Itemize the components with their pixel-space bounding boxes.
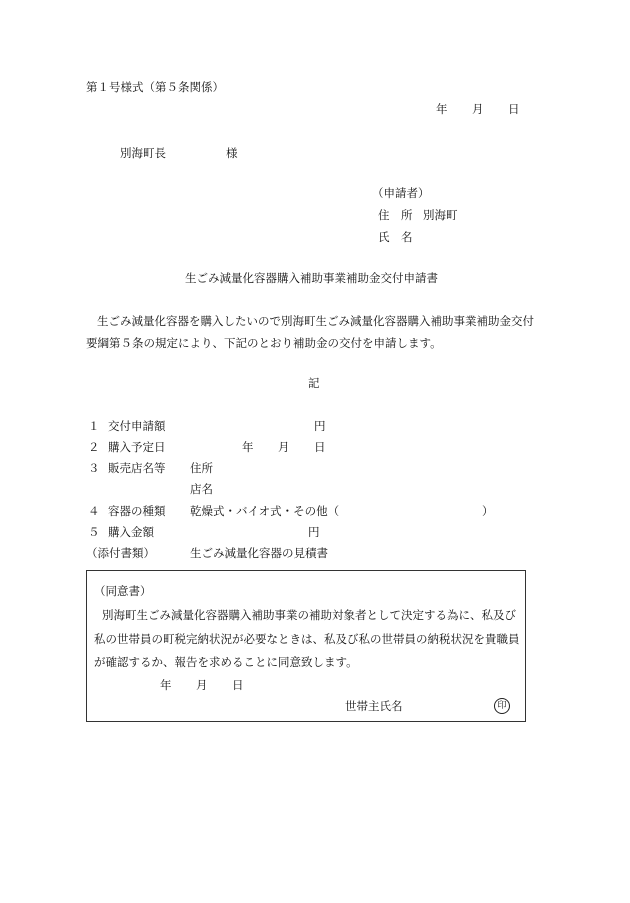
addressee-name: 別海町長 (120, 146, 166, 160)
item-4-number: ４ (88, 504, 100, 518)
item-5-label: 購入金額 (108, 525, 154, 539)
consent-line-1: 別海町生ごみ減量化容器購入補助事業の補助対象者として決定する為に、私及び (102, 608, 516, 622)
applicant-address-label: 住 所 (378, 208, 413, 222)
consent-line-2: 私の世帯員の町税完納状況が必要なときは、私及び私の世帯員の納税状況を貴職員 (94, 632, 520, 646)
item-2-number: ２ (88, 440, 100, 454)
item-2-year: 年 (242, 440, 254, 454)
item-3-shop-name-label: 店名 (190, 482, 213, 496)
seal-mark: 印 (494, 698, 510, 714)
addressee-honorific: 様 (226, 146, 238, 160)
consent-date-day: 日 (232, 678, 244, 692)
form-number: 第１号様式（第５条関係） (86, 80, 224, 94)
date-month-label: 月 (472, 102, 484, 116)
item-4-label: 容器の種類 (108, 504, 166, 518)
applicant-name-label: 氏 名 (378, 230, 413, 244)
document-title: 生ごみ減量化容器購入補助事業補助金交付申請書 (185, 271, 438, 285)
consent-signer-label: 世帯主氏名 (345, 699, 403, 713)
consent-date-year: 年 (160, 678, 172, 692)
item-3-number: ３ (88, 461, 100, 475)
item-2-label: 購入予定日 (108, 440, 166, 454)
attachment-label: （添付書類） (86, 546, 155, 560)
item-3-label: 販売店名等 (108, 461, 166, 475)
attachment-value: 生ごみ減量化容器の見積書 (190, 546, 328, 560)
item-1-number: １ (88, 419, 100, 433)
item-1-unit: 円 (314, 419, 326, 433)
body-text-line-1: 生ごみ減量化容器を購入したいので別海町生ごみ減量化容器購入補助事業補助金交付 (97, 314, 534, 328)
item-4-close-paren: ） (482, 504, 494, 518)
item-1-label: 交付申請額 (108, 419, 166, 433)
consent-heading: （同意書） (94, 584, 152, 598)
ki-heading: 記 (308, 376, 320, 390)
date-year-label: 年 (436, 102, 448, 116)
item-2-day: 日 (314, 440, 326, 454)
consent-box (86, 570, 526, 722)
item-5-unit: 円 (308, 525, 320, 539)
item-4-value: 乾燥式・バイオ式・その他（ (190, 504, 340, 518)
consent-date-month: 月 (196, 678, 208, 692)
applicant-heading: （申請者） (372, 186, 430, 200)
item-3-address-label: 住所 (190, 461, 213, 475)
consent-line-3: が確認するか、報告を求めることに同意致します。 (94, 655, 358, 669)
item-2-month: 月 (278, 440, 290, 454)
body-text-line-2: 要綱第５条の規定により、下記のとおり補助金の交付を申請します。 (86, 336, 442, 350)
applicant-address-value: 別海町 (423, 208, 458, 222)
date-day-label: 日 (508, 102, 520, 116)
item-5-number: ５ (88, 525, 100, 539)
